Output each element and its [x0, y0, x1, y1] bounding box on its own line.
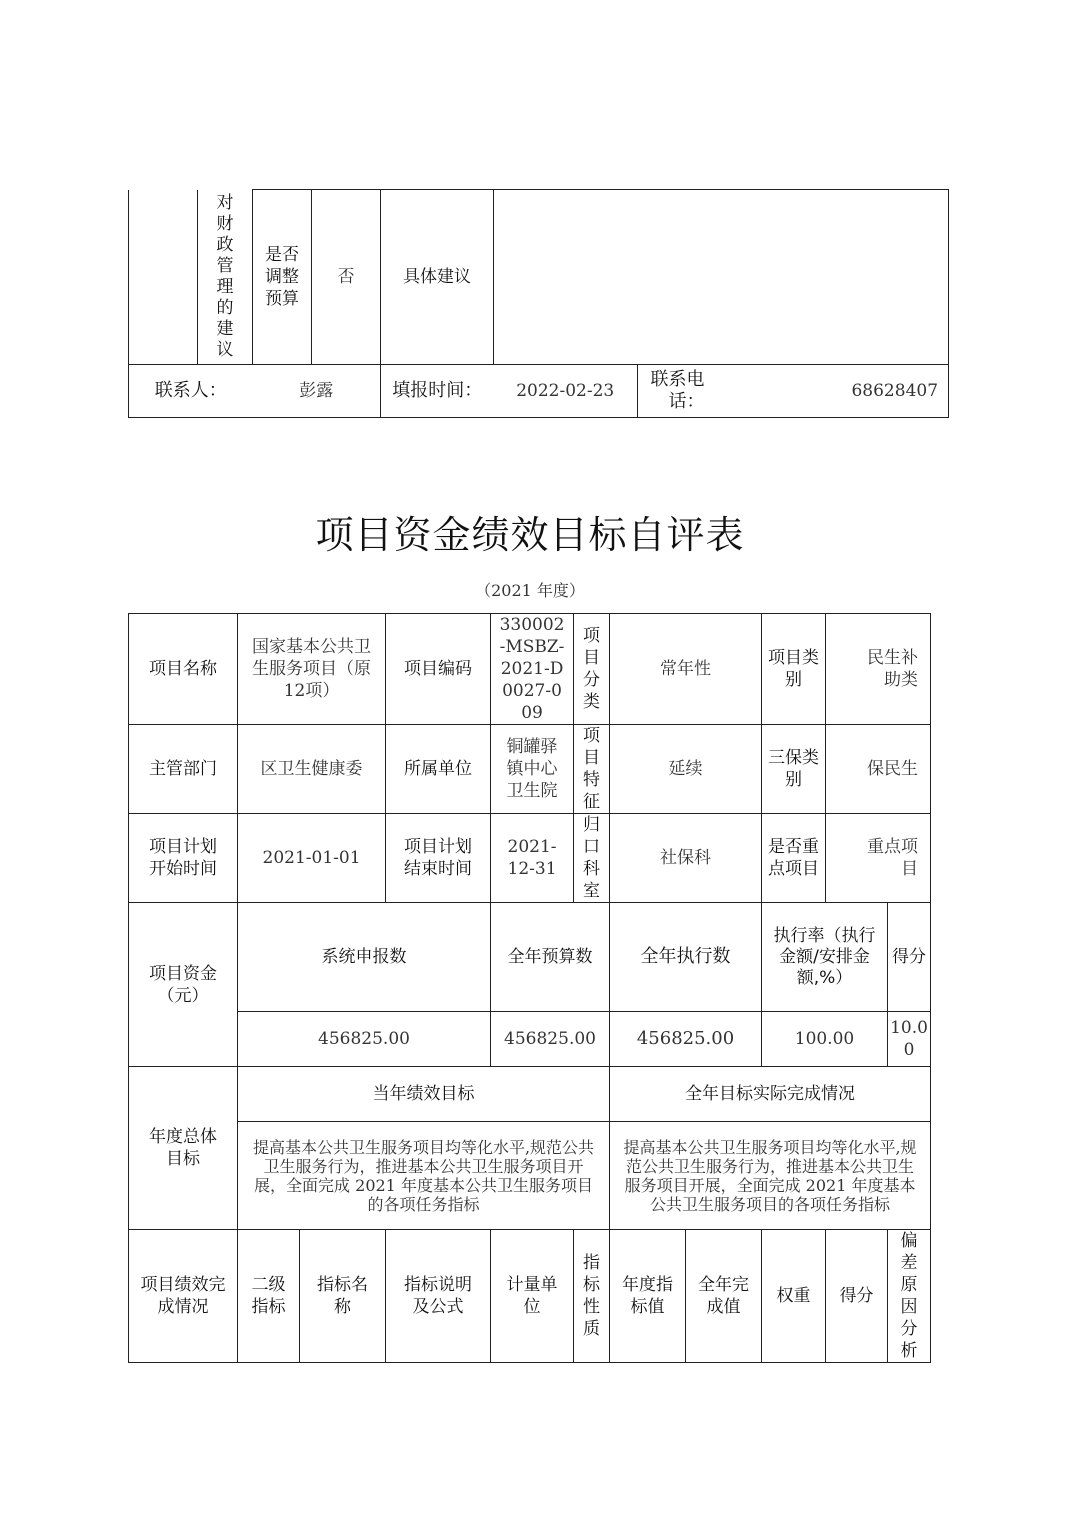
office-value: 社保科 — [610, 814, 762, 903]
key-project-label: 是否重点项目 — [762, 814, 826, 903]
project-type-value: 民生补助类 — [826, 614, 931, 725]
sanbao-value: 保民生 — [826, 725, 931, 814]
end-time-label: 项目计划结束时间 — [386, 814, 491, 903]
specific-suggestion-value — [494, 190, 949, 365]
phone-value: 68628407 — [708, 365, 949, 418]
project-type-label: 项目类别 — [762, 614, 826, 725]
start-time-value: 2021-01-01 — [238, 814, 386, 903]
header-indicator-desc: 指标说明及公式 — [386, 1230, 491, 1363]
performance-label: 项目绩效完成情况 — [129, 1230, 238, 1363]
unit-value: 铜罐驿镇中心卫生院 — [491, 725, 574, 814]
year-label: （2021 年度） — [475, 581, 585, 600]
header-level2: 二级指标 — [238, 1230, 300, 1363]
rate-value: 100.00 — [762, 1012, 888, 1067]
header-annual-value: 年度指标值 — [610, 1230, 686, 1363]
header-indicator-name: 指标名称 — [300, 1230, 386, 1363]
declared-value: 456825.00 — [238, 1012, 491, 1067]
project-class-label: 项目分类 — [574, 614, 610, 725]
budget-header: 全年预算数 — [491, 903, 610, 1012]
header-nature: 指标性质 — [574, 1230, 610, 1363]
project-code-label: 项目编码 — [386, 614, 491, 725]
annual-goal-label: 年度总体目标 — [129, 1067, 238, 1230]
contact-value: 彭露 — [253, 365, 381, 418]
project-class-value: 常年性 — [610, 614, 762, 725]
key-project-value: 重点项目 — [826, 814, 931, 903]
project-code-value: 330002-MSBZ-2021-D0027-009 — [491, 614, 574, 725]
header-completed-value: 全年完成值 — [686, 1230, 762, 1363]
target-header: 当年绩效目标 — [238, 1067, 610, 1122]
feature-label: 项目特征 — [574, 725, 610, 814]
budget-value: 456825.00 — [491, 1012, 610, 1067]
start-time-label: 项目计划开始时间 — [129, 814, 238, 903]
funds-label: 项目资金（元） — [129, 903, 238, 1067]
unit-label: 所属单位 — [386, 725, 491, 814]
header-unit: 计量单位 — [491, 1230, 574, 1363]
header-score: 得分 — [826, 1230, 888, 1363]
page-title: 项目资金绩效目标自评表 — [315, 513, 745, 557]
finance-suggestion-label: 对财政管理的建议 — [198, 190, 253, 365]
actual-text: 提高基本公共卫生服务项目均等化水平,规范公共卫生服务行为，推进基本公共卫生服务项目开展，全面完成 2021 年度基本公共卫生服务项目的各项任务指标 — [610, 1122, 931, 1230]
blank-category-cell — [129, 190, 198, 365]
executed-header: 全年执行数 — [610, 903, 762, 1012]
dept-value: 区卫生健康委 — [238, 725, 386, 814]
contact-label: 联系人： — [129, 365, 253, 418]
declared-header: 系统申报数 — [238, 903, 491, 1012]
specific-suggestion-label: 具体建议 — [381, 190, 494, 365]
target-text: 提高基本公共卫生服务项目均等化水平,规范公共卫生服务行为，推进基本公共卫生服务项目开展，全面完成 2021 年度基本公共卫生服务项目的各项任务指标 — [238, 1122, 610, 1230]
header-deviation: 偏差原因分析 — [888, 1230, 931, 1363]
fill-time-value: 2022-02-23 — [494, 365, 638, 418]
fill-time-label: 填报时间： — [381, 365, 494, 418]
rate-header: 执行率（执行金额/安排金额,%） — [762, 903, 888, 1012]
dept-label: 主管部门 — [129, 725, 238, 814]
end-time-value: 2021-12-31 — [491, 814, 574, 903]
feature-value: 延续 — [610, 725, 762, 814]
header-weight: 权重 — [762, 1230, 826, 1363]
score-value: 10.00 — [888, 1012, 931, 1067]
adjust-budget-label: 是否调整预算 — [253, 190, 312, 365]
office-label: 归口科室 — [574, 814, 610, 903]
suggestion-table — [128, 189, 949, 418]
project-name-value: 国家基本公共卫生服务项目（原12项） — [238, 614, 386, 725]
score-header: 得分 — [888, 903, 931, 1012]
actual-header: 全年目标实际完成情况 — [610, 1067, 931, 1122]
phone-label: 联系电话： — [638, 365, 708, 418]
executed-value: 456825.00 — [610, 1012, 762, 1067]
project-name-label: 项目名称 — [129, 614, 238, 725]
self-evaluation-table — [128, 613, 931, 1363]
adjust-budget-value: 否 — [312, 190, 381, 365]
sanbao-label: 三保类别 — [762, 725, 826, 814]
